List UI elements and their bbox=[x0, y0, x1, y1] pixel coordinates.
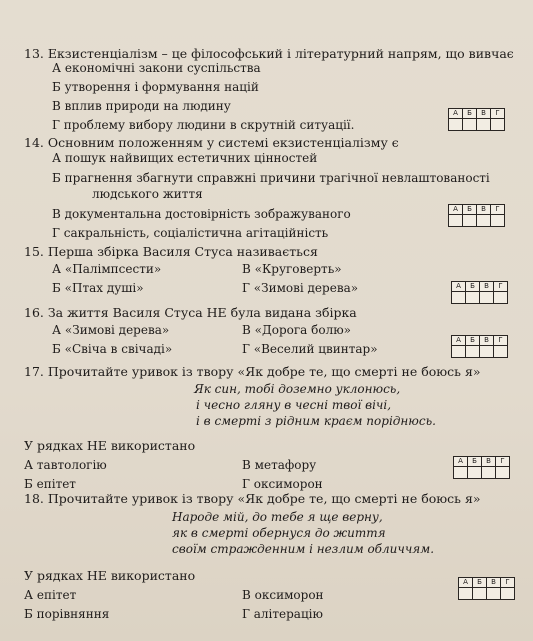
poem-line: і чесно гляну в чесні твої вічі, bbox=[196, 398, 392, 412]
answer-cell-g[interactable] bbox=[494, 292, 507, 303]
answer-cell-v[interactable] bbox=[487, 588, 501, 599]
question-16-title: 16. За життя Василя Стуса НЕ була видана збірка bbox=[24, 305, 357, 320]
answer-cell-g[interactable] bbox=[501, 588, 514, 599]
q18-poem bbox=[24, 509, 527, 557]
answer-cell-g[interactable] bbox=[491, 119, 504, 130]
question-15-title: 15. Перша збірка Василя Стуса називається bbox=[24, 244, 318, 259]
grid-letter-a: А bbox=[449, 205, 463, 214]
q16-option-g[interactable]: Г «Веселий цвинтар» bbox=[242, 342, 378, 356]
answer-cell-g[interactable] bbox=[494, 346, 507, 357]
q14-option-v[interactable]: В документальна достовірність зображуваного bbox=[52, 207, 351, 221]
answer-grid-18[interactable] bbox=[458, 577, 515, 600]
answer-cell-a[interactable] bbox=[454, 467, 468, 478]
question-18-title: 18. Прочитайте уривок із твору «Як добре те, що смерті не боюсь я» bbox=[24, 491, 481, 506]
q18-option-a[interactable]: А епітет bbox=[24, 588, 77, 602]
grid-letter-v: В bbox=[482, 457, 496, 466]
q13-option-a[interactable]: А економічні закони суспільства bbox=[52, 61, 261, 75]
answer-grid-17[interactable] bbox=[453, 456, 510, 479]
answer-grid-15[interactable] bbox=[451, 281, 508, 304]
grid-letter-g: Г bbox=[495, 205, 500, 213]
q13-option-g[interactable]: Г проблему вибору людини в скрутній ситуації. bbox=[52, 118, 355, 132]
q16-option-v[interactable]: В «Дорога болю» bbox=[242, 323, 351, 337]
answer-cell-g[interactable] bbox=[496, 467, 509, 478]
poem-line: як в смерті обернуся до життя bbox=[172, 526, 386, 540]
grid-letter-b: Б bbox=[463, 205, 477, 214]
answer-cell-b[interactable] bbox=[468, 467, 482, 478]
answer-cell-b[interactable] bbox=[466, 346, 480, 357]
q17-option-g[interactable]: Г оксиморон bbox=[242, 477, 323, 491]
q18-option-b[interactable]: Б порівняння bbox=[24, 607, 110, 621]
grid-letter-b: Б bbox=[466, 336, 480, 345]
q17-prompt: У рядках НЕ використано bbox=[24, 438, 196, 453]
grid-letter-b: Б bbox=[473, 578, 487, 587]
grid-letter-a: А bbox=[459, 578, 473, 587]
grid-letter-a: А bbox=[452, 336, 466, 345]
grid-letter-g: Г bbox=[505, 578, 510, 586]
answer-cell-v[interactable] bbox=[477, 215, 491, 226]
answer-cell-b[interactable] bbox=[463, 215, 477, 226]
answer-cell-v[interactable] bbox=[480, 292, 494, 303]
answer-cell-v[interactable] bbox=[482, 467, 496, 478]
grid-letter-b: Б bbox=[468, 457, 482, 466]
answer-cell-a[interactable] bbox=[449, 119, 463, 130]
grid-letter-v: В bbox=[480, 282, 494, 291]
q17-option-v[interactable]: В метафору bbox=[242, 458, 317, 472]
q14-option-b-cont: людського життя bbox=[92, 187, 203, 201]
q17-poem bbox=[24, 381, 527, 429]
grid-letter-v: В bbox=[477, 109, 491, 118]
answer-cell-v[interactable] bbox=[477, 119, 491, 130]
grid-letter-a: А bbox=[454, 457, 468, 466]
question-17-title: 17. Прочитайте уривок із твору «Як добре те, що смерті не боюсь я» bbox=[24, 364, 481, 379]
q16-option-b[interactable]: Б «Свіча в свічаді» bbox=[52, 342, 173, 356]
answer-cell-a[interactable] bbox=[459, 588, 473, 599]
q18-option-g[interactable]: Г алітерацію bbox=[242, 607, 323, 621]
q15-option-g[interactable]: Г «Зимові дерева» bbox=[242, 281, 359, 295]
q14-option-a[interactable]: А пошук найвищих естетичних цінностей bbox=[52, 151, 318, 165]
answer-cell-g[interactable] bbox=[491, 215, 504, 226]
question-17 bbox=[24, 364, 527, 492]
grid-letter-g: Г bbox=[495, 109, 500, 117]
grid-letter-v: В bbox=[477, 205, 491, 214]
answer-cell-v[interactable] bbox=[480, 346, 494, 357]
answer-cell-a[interactable] bbox=[452, 346, 466, 357]
q13-option-v[interactable]: В вплив природи на людину bbox=[52, 99, 231, 113]
grid-letter-b: Б bbox=[466, 282, 480, 291]
q15-option-b[interactable]: Б «Птах душі» bbox=[52, 281, 144, 295]
answer-grid-13[interactable] bbox=[448, 108, 505, 131]
question-14-title: 14. Основним положенням у системі екзистенціалізму є bbox=[24, 135, 399, 150]
question-18 bbox=[24, 491, 527, 622]
q14-option-g[interactable]: Г сакральність, соціалістична агітаційність bbox=[52, 226, 329, 240]
question-13-title: 13. Екзистенціалізм – це філософський і літературний напрям, що вивчає bbox=[24, 46, 514, 61]
poem-line: Як син, тобі доземно уклонюсь, bbox=[194, 382, 401, 396]
grid-letter-g: Г bbox=[498, 282, 503, 290]
answer-cell-b[interactable] bbox=[466, 292, 480, 303]
answer-grid-14[interactable] bbox=[448, 204, 505, 227]
q17-option-b[interactable]: Б епітет bbox=[24, 477, 76, 491]
q14-option-b[interactable]: Б прагнення збагнути справжні причини трагічної невлаштованості bbox=[52, 171, 490, 185]
q18-option-v[interactable]: В оксиморон bbox=[242, 588, 324, 602]
q18-prompt: У рядках НЕ використано bbox=[24, 568, 196, 583]
grid-letter-a: А bbox=[452, 282, 466, 291]
answer-grid-16[interactable] bbox=[451, 335, 508, 358]
grid-letter-a: А bbox=[449, 109, 463, 118]
q15-option-v[interactable]: В «Круговерть» bbox=[242, 262, 342, 276]
poem-line: і в смерті з рідним краєм поріднюсь. bbox=[196, 414, 436, 428]
grid-letter-b: Б bbox=[463, 109, 477, 118]
q15-option-a[interactable]: А «Палімпсести» bbox=[52, 262, 162, 276]
grid-letter-g: Г bbox=[498, 336, 503, 344]
poem-line: своїм стражденним і незлим обличчям. bbox=[172, 542, 435, 556]
q17-option-a[interactable]: А тавтологію bbox=[24, 458, 107, 472]
answer-cell-b[interactable] bbox=[473, 588, 487, 599]
poem-line: Народе мій, до тебе я ще верну, bbox=[172, 510, 383, 524]
grid-letter-g: Г bbox=[500, 457, 505, 465]
answer-cell-a[interactable] bbox=[449, 215, 463, 226]
q16-option-a[interactable]: А «Зимові дерева» bbox=[52, 323, 170, 337]
grid-letter-v: В bbox=[487, 578, 501, 587]
answer-cell-a[interactable] bbox=[452, 292, 466, 303]
answer-cell-b[interactable] bbox=[463, 119, 477, 130]
grid-letter-v: В bbox=[480, 336, 494, 345]
q13-option-b[interactable]: Б утворення і формування націй bbox=[52, 80, 259, 94]
